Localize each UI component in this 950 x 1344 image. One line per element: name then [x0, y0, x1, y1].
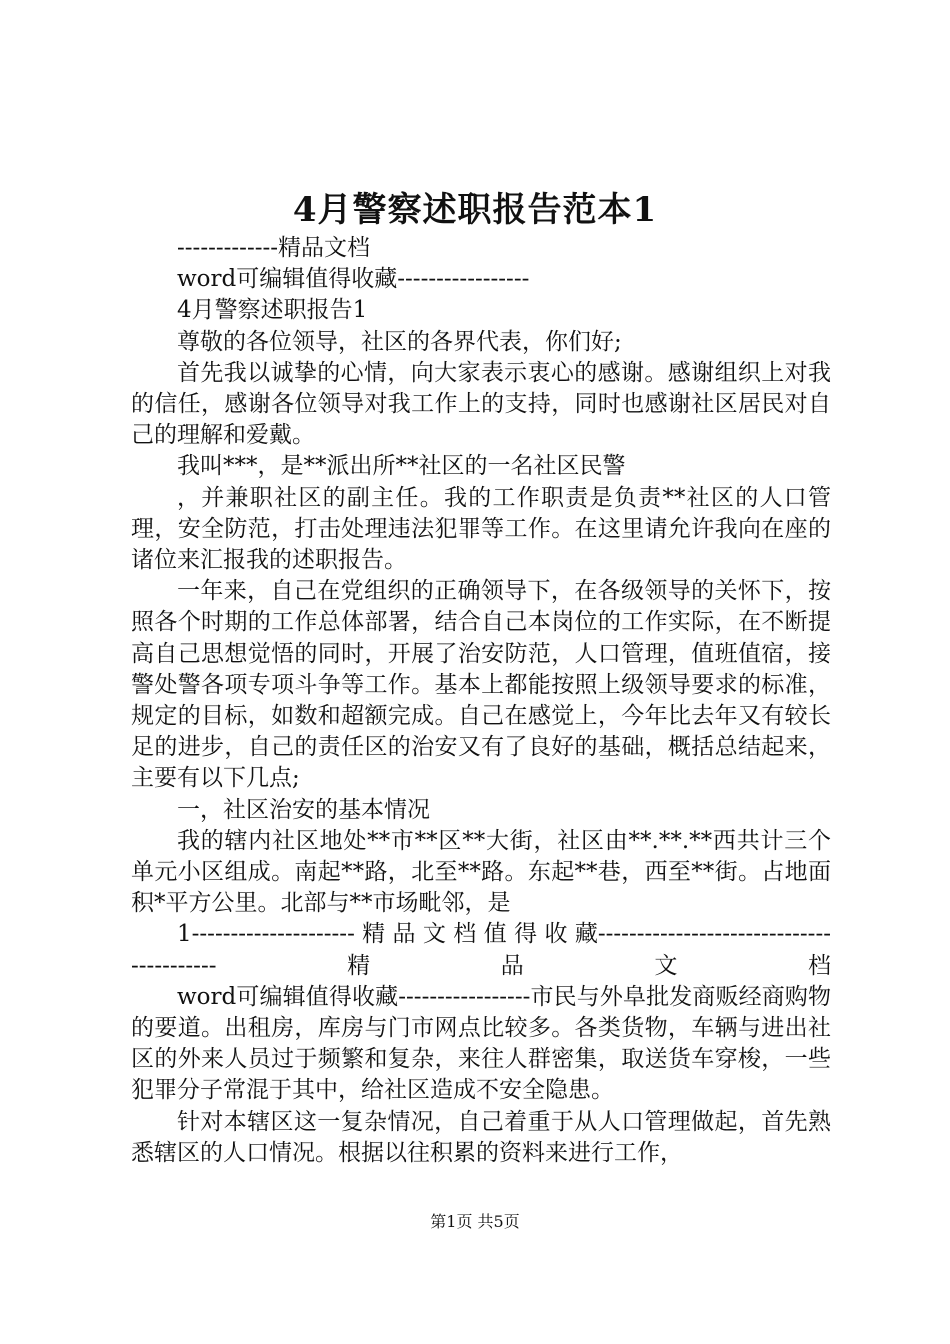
paragraph-year-summary: 一年来，自己在党组织的正确领导下，在各级领导的关怀下，按照各个时期的工作总体部署，结合自己本岗位的工作实际，在不断提高自己思想觉悟的同时，开展了治安防范，人口管理，值班值宿，接警处警各项专项斗争等工作。基本上都能按照上级领导要求的标准，规定的目标，如数和超额完成。自己在感觉上，今年比去年又有较长足的进步，自己的责任区的治安又有了良好的基础，概括总结起来，主要有以下几点;	[131, 578, 831, 792]
paragraph-duties: ，并兼职社区的副主任。我的工作职责是负责**社区的人口管理，安全防范，打击处理违法犯罪等工作。在这里请允许我向在座的诸位来汇报我的述职报告。	[131, 484, 831, 574]
paragraph-community-location: 我的辖内社区地处**市**区**大街，社区由**.**.**西共计三个单元小区组成。南起**路，北至**路。东起**巷，西至**街。占地面积*平方公里。北部与**市场毗邻，是	[131, 827, 831, 917]
paragraph-editable-note: word可编辑值得收藏-----------------	[177, 266, 530, 293]
paragraph-greeting: 尊敬的各位领导，社区的各界代表，你们好;	[177, 328, 622, 355]
paragraph-community-risk: word可编辑值得收藏-----------------市民与外阜批发商贩经商购物的要道。出租房，库房与门市网点比较多。各类货物，车辆与进出社区的外来人员过于频繁和复杂，来往人群密集，取送货车穿梭，一些犯罪分子常混于其中，给社区造成不安全隐患。	[131, 983, 831, 1104]
document-title: 4月警察述职报告范本1	[292, 190, 658, 230]
paragraph-introduction: 我叫***，是**派出所**社区的一名社区民警	[177, 453, 626, 480]
page-footer: 第1页 共5页	[430, 1212, 520, 1231]
section-heading-1: 一，社区治安的基本情况	[177, 796, 430, 823]
paragraph-thanks: 首先我以诚挚的心情，向大家表示衷心的感谢。感谢组织上对我的信任，感谢各位领导对我工作上的支持，同时也感谢社区居民对自己的理解和爱戴。	[131, 359, 831, 449]
document-body	[131, 233, 831, 1169]
paragraph-population-management: 针对本辖区这一复杂情况，自己着重于从人口管理做起，首先熟悉辖区的人口情况。根据以往积累的资料来进行工作，	[131, 1108, 831, 1166]
paragraph-page-break-note: 1--------------------- 精 品 文 档 值 得 收 藏-----------------------------------------精品文档	[131, 921, 831, 979]
paragraph-subtitle: 4月警察述职报告1	[177, 297, 368, 324]
paragraph-header-separator: -------------精品文档	[177, 235, 371, 261]
